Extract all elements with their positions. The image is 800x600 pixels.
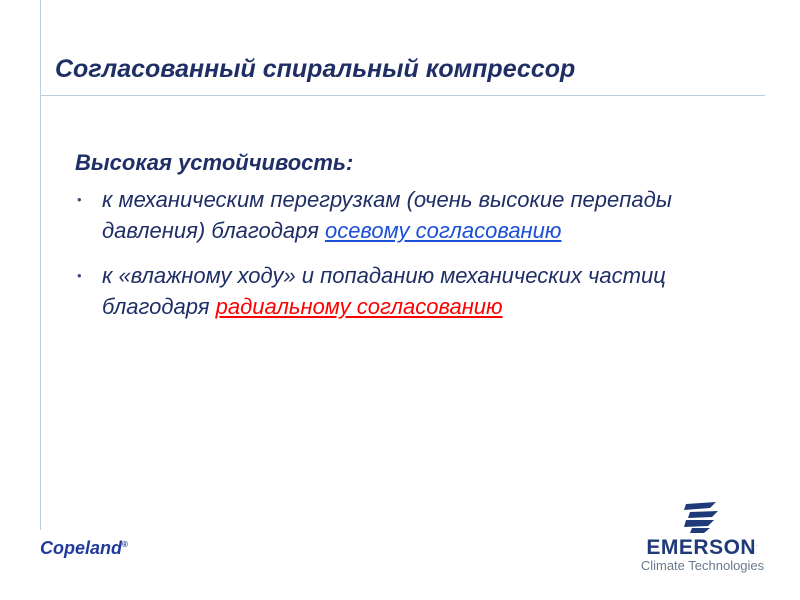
- bullet-text: к механическим перегрузкам (очень высокие перепады давления) благодаря: [102, 187, 672, 243]
- copeland-logo-text: Copeland: [40, 538, 123, 558]
- emerson-tagline: Climate Technologies: [640, 558, 765, 573]
- bullet-dot-icon: •: [77, 192, 82, 207]
- emerson-emblem-icon: [680, 500, 722, 534]
- axial-compliance-link[interactable]: осевому согласованию: [324, 218, 562, 243]
- vertical-rule: [40, 0, 41, 530]
- copeland-logo: [40, 538, 128, 559]
- bullet-item-radial: [75, 260, 775, 322]
- emerson-wordmark: [630, 536, 775, 560]
- registered-mark: ®: [122, 540, 128, 549]
- slide-title: Согласованный спиральный компрессор: [55, 55, 576, 83]
- horizontal-rule: [40, 95, 765, 96]
- emerson-dot: .: [756, 541, 759, 548]
- emerson-logo: [630, 500, 775, 580]
- slide-content: [75, 150, 775, 336]
- section-heading: Высокая устойчивость:: [75, 150, 354, 175]
- bullet-text: к «влажному ходу» и попаданию механических частиц благодаря: [102, 263, 666, 319]
- radial-compliance-link[interactable]: радиальному согласованию: [215, 294, 503, 319]
- emerson-name-text: EMERSON: [646, 536, 757, 559]
- bullet-dot-icon: •: [77, 268, 82, 283]
- bullet-item-axial: [75, 184, 775, 246]
- bullet-list: [75, 184, 775, 322]
